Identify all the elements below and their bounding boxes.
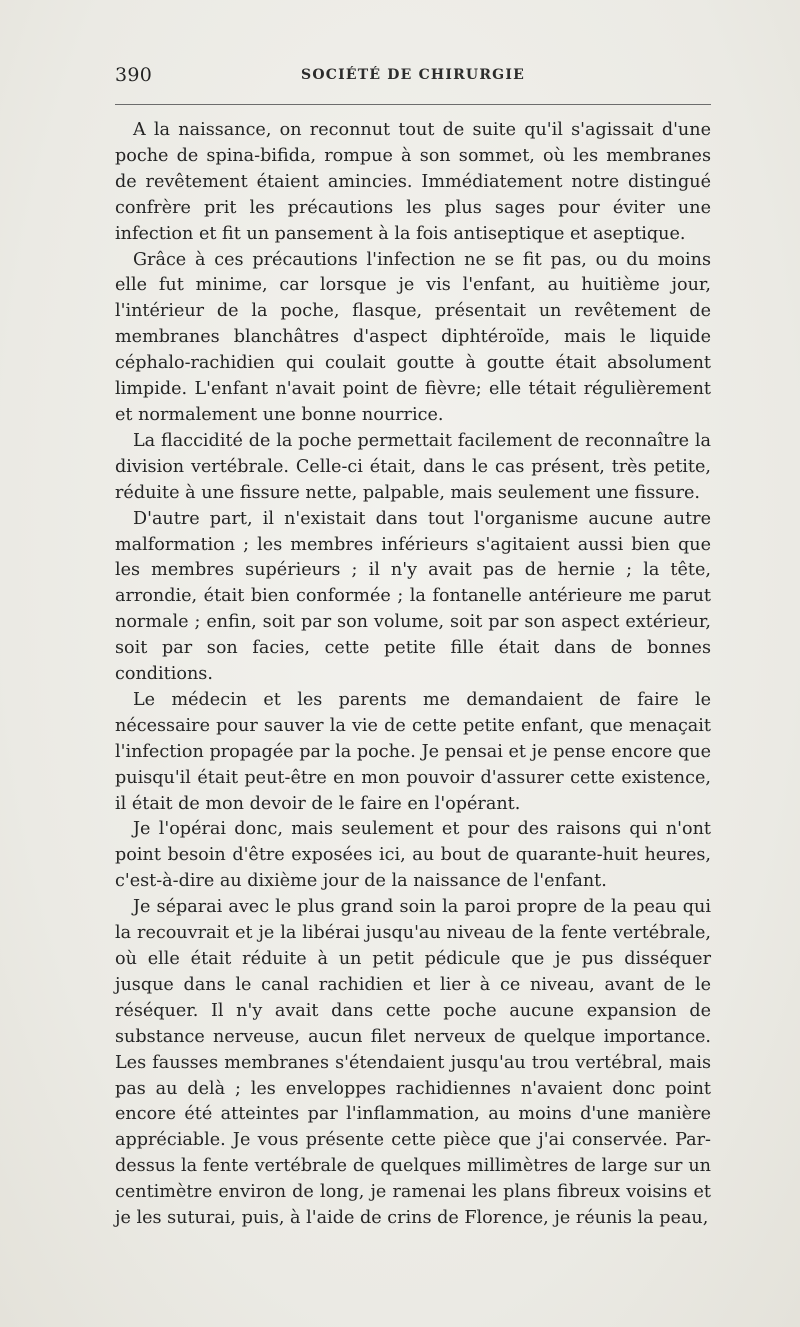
paragraph-flaccidity: La flaccidité de la poche permettait facilement de reconnaître la division vertébrale. Celle-ci était, dans le cas présent, très petite, réduite à une fissure nette, palpable, mais seulement une fissure.: [115, 430, 711, 503]
body-text: [115, 118, 711, 1232]
paragraph-birth: A la naissance, on reconnut tout de suite qu'il s'agissait d'une poche de spina-bifida, rompue à son sommet, où les membranes de revêtement étaient amincies. Immédiatement notre distingué confrère prit les précautions les plus sages pour éviter une infection et fit un pansement à la fois antiseptique et aseptique.: [115, 120, 711, 244]
paragraph-malformation: D'autre part, il n'existait dans tout l'organisme aucune autre malformation ; les membres inférieurs s'agitaient aussi bien que les membres supérieurs ; il n'y avait pas de hernie ; la tête, arrondie, était bien conformée ; la fontanelle antérieure me parut normale ; enfin, soit par son volume, soit par son aspect extérieur, soit par son facies, cette petite fille était dans de bonnes conditions.: [115, 508, 711, 685]
journal-title: SOCIÉTÉ DE CHIRURGIE: [301, 67, 525, 83]
paragraph-decision: Le médecin et les parents me demandaient de faire le nécessaire pour sauver la vie de cette petite enfant, que menaçait l'infection propagée par la poche. Je pensai et je pense encore que puisqu'il était peut-être en mon pouvoir d'assurer cette existence, il était de mon devoir de le faire en l'opérant.: [115, 689, 711, 814]
paragraph-infection: Grâce à ces précautions l'infection ne se fit pas, ou du moins elle fut minime, car lorsque je vis l'enfant, au huitième jour, l'intérieur de la poche, flasque, présentait un revêtement de membranes blanchâtres d'aspect diphtéroïde, mais le liquide céphalo-rachidien qui coulait goutte à goutte était absolument limpide. L'enfant n'avait point de fièvre; elle tétait régulièrement et normalement une bonne nourrice.: [115, 249, 711, 425]
header-rule: [115, 104, 711, 105]
paragraph-operation-timing: Je l'opérai donc, mais seulement et pour des raisons qui n'ont point besoin d'être exposées ici, au bout de quarante-huit heures, c'est-à-dire au dixième jour de la naissance de l'enfant.: [115, 819, 711, 892]
page-number: 390: [115, 64, 153, 86]
paragraph-operation-details: Je séparai avec le plus grand soin la paroi propre de la peau qui la recouvrait et je la libérai jusqu'au niveau de la fente vertébrale, où elle était réduite à un petit pédicule que je pus disséquer jusque dans le canal rachidien et lier à ce niveau, avant de le réséquer. Il n'y avait dans cette poche aucune expansion de substance nerveuse, aucun filet nerveux de quelque importance. Les fausses membranes s'étendaient jusqu'au trou vertébral, mais pas au delà ; les enveloppes rachidiennes n'avaient donc point encore été atteintes par l'inflammation, au moins d'une manière appréciable. Je vous présente cette pièce que j'ai conservée. Par-dessus la fente vertébrale de quelques millimètres de large sur un centimètre environ de long, je ramenai les plans fibreux voisins et je les suturai, puis, à l'aide de crins de Florence, je réunis la peau,: [115, 897, 711, 1229]
running-header: [115, 64, 711, 94]
